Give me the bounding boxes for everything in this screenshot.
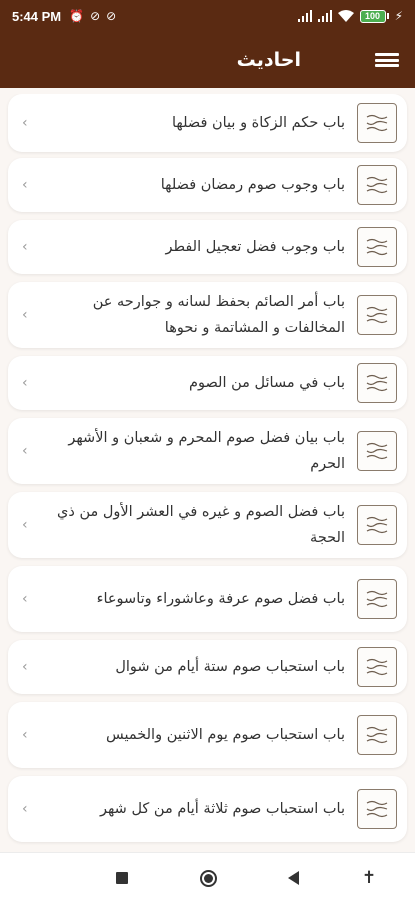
wifi-icon <box>338 10 354 22</box>
chevron-left-icon: ‹ <box>22 591 28 607</box>
list-item-label: باب استحباب صوم ستة أيام من شوال <box>115 659 345 675</box>
list-item-label: باب وجوب فضل تعجيل الفطر <box>165 239 345 255</box>
recents-icon[interactable] <box>111 867 133 889</box>
system-nav-bar <box>0 852 415 900</box>
list-item-label: باب حكم الزكاة و بيان فضلها <box>171 115 345 131</box>
book-thumbnail-icon <box>357 295 397 335</box>
back-icon[interactable] <box>282 867 304 889</box>
chevron-left-icon: ‹ <box>22 443 28 459</box>
list-item[interactable] <box>8 282 407 348</box>
list-item[interactable] <box>8 158 407 212</box>
book-thumbnail-icon <box>357 227 397 267</box>
book-thumbnail-icon <box>357 789 397 829</box>
chevron-left-icon: ‹ <box>22 801 28 817</box>
list-item-label: باب فضل الصوم و غيره في العشر الأول من ذي الحجة <box>57 504 345 546</box>
list-item[interactable] <box>8 418 407 484</box>
chevron-left-icon: ‹ <box>22 727 28 743</box>
signal-icon <box>298 10 312 22</box>
book-thumbnail-icon <box>357 431 397 471</box>
book-thumbnail-icon <box>357 579 397 619</box>
chevron-left-icon: ‹ <box>22 517 28 533</box>
book-thumbnail-icon <box>357 715 397 755</box>
list-item[interactable] <box>8 640 407 694</box>
list-item-label: باب استحباب صوم ثلاثة أيام من كل شهر <box>100 801 345 817</box>
list-item-label: باب فضل صوم عرفة وعاشوراء وتاسوعاء <box>96 591 345 607</box>
chevron-left-icon: ‹ <box>22 239 28 255</box>
list-item-label: باب استحباب صوم يوم الاثنين والخميس <box>106 727 345 743</box>
list-item[interactable] <box>8 776 407 842</box>
book-thumbnail-icon <box>357 647 397 687</box>
chevron-left-icon: ‹ <box>22 177 28 193</box>
status-bar <box>0 0 415 32</box>
list-item[interactable] <box>8 356 407 410</box>
app-bar <box>0 32 415 88</box>
signal-icon <box>318 10 332 22</box>
chevron-left-icon: ‹ <box>22 307 28 323</box>
list-item[interactable] <box>8 702 407 768</box>
book-thumbnail-icon <box>357 363 397 403</box>
list-item[interactable] <box>8 566 407 632</box>
menu-icon[interactable] <box>375 50 399 70</box>
status-time: 5:44 PM <box>12 8 62 24</box>
status-icons-right <box>298 10 403 23</box>
sync-icon: ⊘ <box>106 9 117 23</box>
page-title: احاديث <box>236 49 301 71</box>
chevron-left-icon: ‹ <box>22 115 28 131</box>
hadith-chapter-list <box>0 94 415 848</box>
book-thumbnail-icon <box>357 103 397 143</box>
alarm-icon: ⏰ <box>69 9 85 23</box>
book-thumbnail-icon <box>357 505 397 545</box>
status-icons-left <box>69 10 116 22</box>
battery-icon <box>360 10 389 23</box>
list-item-label: باب في مسائل من الصوم <box>189 375 345 391</box>
list-item-label: باب وجوب صوم رمضان فضلها <box>160 177 345 193</box>
book-thumbnail-icon <box>357 165 397 205</box>
list-item-label: باب أمر الصائم بحفظ لسانه و جوارحه عن المخالفات و المشاتمة و نحوها <box>92 294 345 336</box>
list-item-label: باب بيان فضل صوم المحرم و شعبان و الأشهر الحرم <box>68 430 345 472</box>
chevron-left-icon: ‹ <box>22 375 28 391</box>
list-item[interactable] <box>8 94 407 152</box>
list-item[interactable] <box>8 492 407 558</box>
chevron-left-icon: ‹ <box>22 659 28 675</box>
sync-icon: ⊘ <box>90 9 101 23</box>
list-item[interactable] <box>8 220 407 274</box>
home-icon[interactable] <box>197 867 219 889</box>
battery-level: 100 <box>360 10 386 23</box>
accessibility-icon[interactable]: ✝ <box>361 868 377 888</box>
charging-icon: ⚡ <box>394 9 403 23</box>
